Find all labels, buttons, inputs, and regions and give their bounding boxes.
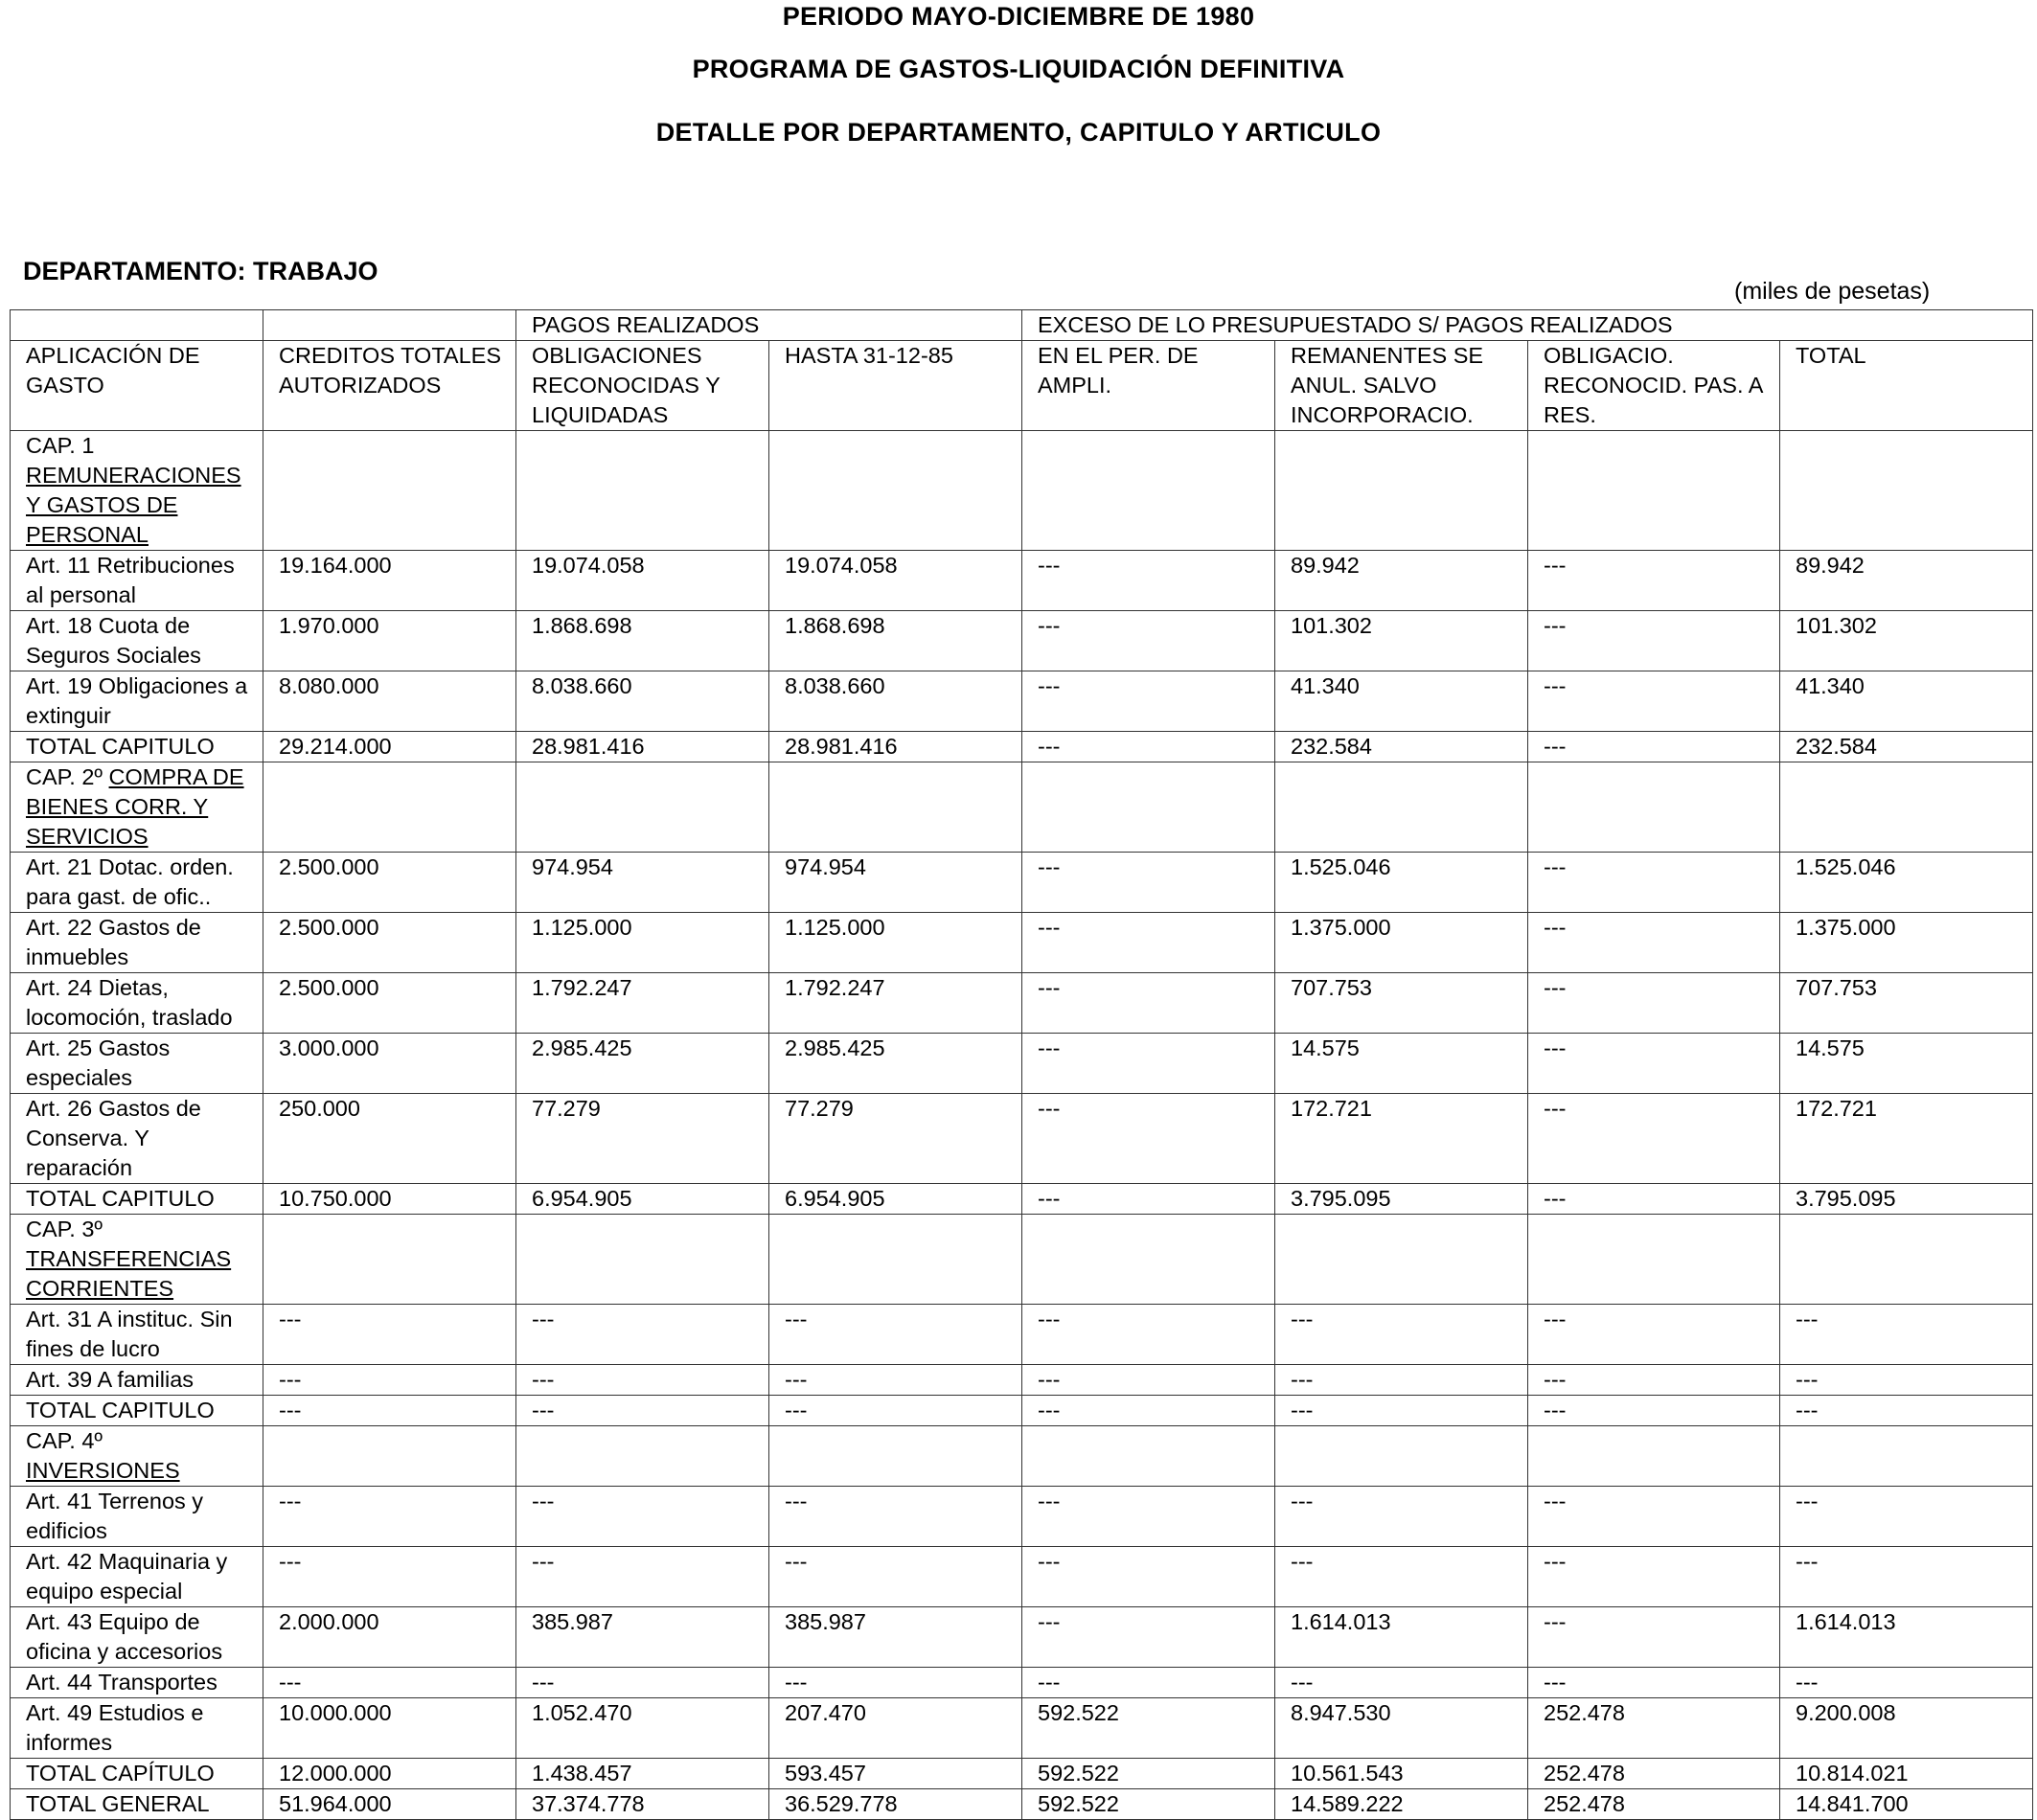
report-detail-title: DETALLE POR DEPARTAMENTO, CAPITULO Y ARTICULO — [655, 118, 1382, 147]
value-cell: 10.750.000 — [263, 1184, 516, 1215]
value-cell: 28.981.416 — [516, 732, 769, 762]
row-label: TOTAL CAPITULO — [11, 1396, 263, 1426]
value-cell: --- — [1528, 1184, 1780, 1215]
value-cell: 28.981.416 — [769, 732, 1022, 762]
row-label: Art. 22 Gastos de inmuebles — [11, 913, 263, 973]
column-header: OBLIGACIO. RECONOCID. PAS. A RES. — [1528, 341, 1780, 431]
value-cell: --- — [769, 1396, 1022, 1426]
total-row — [11, 1184, 2033, 1215]
chapter-heading-row — [11, 1426, 2033, 1487]
value-cell: --- — [1022, 1094, 1275, 1184]
value-cell: 707.753 — [1275, 973, 1528, 1034]
value-cell: 3.000.000 — [263, 1034, 516, 1094]
column-header: EN EL PER. DE AMPLI. — [1022, 341, 1275, 431]
value-cell: --- — [263, 1396, 516, 1426]
total-row — [11, 1396, 2033, 1426]
empty-cell — [263, 431, 516, 551]
empty-cell — [1780, 1426, 2033, 1487]
empty-cell — [1528, 1215, 1780, 1305]
value-cell: --- — [1528, 913, 1780, 973]
chapter-heading — [11, 762, 263, 853]
empty-cell — [1275, 762, 1528, 853]
value-cell: 14.575 — [1275, 1034, 1528, 1094]
chapter-heading — [11, 1426, 263, 1487]
value-cell: 1.792.247 — [769, 973, 1022, 1034]
value-cell: --- — [1528, 551, 1780, 611]
value-cell: 385.987 — [516, 1607, 769, 1668]
value-cell: 974.954 — [769, 853, 1022, 913]
value-cell: 593.457 — [769, 1759, 1022, 1789]
value-cell: --- — [769, 1305, 1022, 1365]
value-cell: --- — [516, 1396, 769, 1426]
value-cell: --- — [1275, 1668, 1528, 1698]
value-cell: --- — [769, 1365, 1022, 1396]
value-cell: --- — [516, 1547, 769, 1607]
value-cell: 6.954.905 — [769, 1184, 1022, 1215]
table-body — [11, 431, 2033, 1820]
row-label: Art. 43 Equipo de oficina y accesorios — [11, 1607, 263, 1668]
value-cell: 41.340 — [1780, 671, 2033, 732]
table-header — [11, 310, 2033, 431]
header-group-pagos: PAGOS REALIZADOS — [516, 310, 1022, 341]
value-cell: --- — [1780, 1305, 2033, 1365]
table-row — [11, 1034, 2033, 1094]
header-group-row — [11, 310, 2033, 341]
value-cell: --- — [1022, 732, 1275, 762]
value-cell: 9.200.008 — [1780, 1698, 2033, 1759]
value-cell: --- — [1528, 671, 1780, 732]
value-cell: --- — [1528, 1365, 1780, 1396]
column-header: REMANENTES SE ANUL. SALVO INCORPORACIO. — [1275, 341, 1528, 431]
row-label: Art. 41 Terrenos y edificios — [11, 1487, 263, 1547]
value-cell: 592.522 — [1022, 1759, 1275, 1789]
total-row — [11, 1759, 2033, 1789]
value-cell: --- — [1022, 1365, 1275, 1396]
row-label: Art. 42 Maquinaria y equipo especial — [11, 1547, 263, 1607]
value-cell: 3.795.095 — [1275, 1184, 1528, 1215]
value-cell: --- — [1022, 913, 1275, 973]
empty-cell — [516, 762, 769, 853]
row-label: TOTAL CAPÍTULO — [11, 1759, 263, 1789]
chapter-name: TRANSFERENCIAS CORRIENTES — [26, 1246, 232, 1301]
value-cell: 1.868.698 — [516, 611, 769, 671]
value-cell: 974.954 — [516, 853, 769, 913]
value-cell: 232.584 — [1275, 732, 1528, 762]
chapter-prefix: CAP. 2º — [26, 764, 103, 789]
header-columns-row — [11, 341, 2033, 431]
value-cell: --- — [1022, 1396, 1275, 1426]
row-label: Art. 31 A instituc. Sin fines de lucro — [11, 1305, 263, 1365]
value-cell: --- — [1022, 671, 1275, 732]
table-row — [11, 1094, 2033, 1184]
value-cell: --- — [1528, 1094, 1780, 1184]
value-cell: 385.987 — [769, 1607, 1022, 1668]
value-cell: 8.080.000 — [263, 671, 516, 732]
value-cell: 101.302 — [1275, 611, 1528, 671]
table-row — [11, 611, 2033, 671]
expense-table — [10, 309, 2033, 1820]
value-cell: 14.589.222 — [1275, 1789, 1528, 1820]
chapter-prefix: CAP. 4º — [26, 1428, 103, 1453]
value-cell: --- — [1528, 1034, 1780, 1094]
value-cell: --- — [1780, 1396, 2033, 1426]
row-label: TOTAL CAPITULO — [11, 1184, 263, 1215]
value-cell: 51.964.000 — [263, 1789, 516, 1820]
value-cell: 232.584 — [1780, 732, 2033, 762]
value-cell: --- — [1022, 1184, 1275, 1215]
value-cell: 12.000.000 — [263, 1759, 516, 1789]
value-cell: 2.500.000 — [263, 853, 516, 913]
empty-cell — [1275, 431, 1528, 551]
empty-cell — [1022, 762, 1275, 853]
table-row — [11, 853, 2033, 913]
empty-cell — [1528, 431, 1780, 551]
column-header: CREDITOS TOTALES AUTORIZADOS — [263, 341, 516, 431]
chapter-heading — [11, 1215, 263, 1305]
value-cell: 29.214.000 — [263, 732, 516, 762]
chapter-heading-row — [11, 1215, 2033, 1305]
table-row — [11, 973, 2033, 1034]
value-cell: --- — [1780, 1668, 2033, 1698]
value-cell: 36.529.778 — [769, 1789, 1022, 1820]
value-cell: --- — [1528, 1487, 1780, 1547]
chapter-heading — [11, 431, 263, 551]
value-cell: --- — [263, 1365, 516, 1396]
value-cell: --- — [263, 1547, 516, 1607]
value-cell: --- — [1528, 853, 1780, 913]
chapter-name: INVERSIONES — [26, 1458, 180, 1483]
value-cell: --- — [1780, 1365, 2033, 1396]
value-cell: 1.614.013 — [1780, 1607, 2033, 1668]
value-cell: 250.000 — [263, 1094, 516, 1184]
value-cell: 1.052.470 — [516, 1698, 769, 1759]
header-group-exceso: EXCESO DE LO PRESUPUESTADO S/ PAGOS REALIZADOS — [1022, 310, 2033, 341]
value-cell: 101.302 — [1780, 611, 2033, 671]
empty-cell — [769, 431, 1022, 551]
value-cell: 19.074.058 — [769, 551, 1022, 611]
value-cell: --- — [769, 1547, 1022, 1607]
units-note: (miles de pesetas) — [1734, 278, 1931, 305]
value-cell: 1.438.457 — [516, 1759, 769, 1789]
empty-cell — [1275, 1426, 1528, 1487]
empty-cell — [1780, 431, 2033, 551]
value-cell: --- — [1528, 1547, 1780, 1607]
value-cell: 10.561.543 — [1275, 1759, 1528, 1789]
value-cell: --- — [516, 1365, 769, 1396]
value-cell: --- — [769, 1668, 1022, 1698]
value-cell: 2.500.000 — [263, 973, 516, 1034]
total-row — [11, 1789, 2033, 1820]
value-cell: --- — [1275, 1305, 1528, 1365]
value-cell: --- — [1528, 1396, 1780, 1426]
empty-cell — [769, 762, 1022, 853]
value-cell: 707.753 — [1780, 973, 2033, 1034]
table-row — [11, 551, 2033, 611]
empty-cell — [769, 1426, 1022, 1487]
empty-cell — [1022, 1215, 1275, 1305]
value-cell: 1.375.000 — [1780, 913, 2033, 973]
chapter-heading-row — [11, 762, 2033, 853]
row-label: Art. 25 Gastos especiales — [11, 1034, 263, 1094]
value-cell: 3.795.095 — [1780, 1184, 2033, 1215]
value-cell: 89.942 — [1275, 551, 1528, 611]
value-cell: --- — [1780, 1487, 2033, 1547]
table-row — [11, 1607, 2033, 1668]
value-cell: --- — [1022, 1668, 1275, 1698]
value-cell: --- — [1022, 1487, 1275, 1547]
value-cell: 14.841.700 — [1780, 1789, 2033, 1820]
value-cell: 2.985.425 — [769, 1034, 1022, 1094]
value-cell: 10.814.021 — [1780, 1759, 2033, 1789]
value-cell: 8.947.530 — [1275, 1698, 1528, 1759]
value-cell: --- — [1528, 1668, 1780, 1698]
header-empty-cell — [263, 310, 516, 341]
column-header: OBLIGACIONES RECONOCIDAS Y LIQUIDADAS — [516, 341, 769, 431]
value-cell: 1.375.000 — [1275, 913, 1528, 973]
empty-cell — [516, 431, 769, 551]
value-cell: 14.575 — [1780, 1034, 2033, 1094]
value-cell: --- — [1022, 1034, 1275, 1094]
row-label: Art. 21 Dotac. orden. para gast. de ofic.. — [11, 853, 263, 913]
table-row — [11, 671, 2033, 732]
report-program-title: PROGRAMA DE GASTOS-LIQUIDACIÓN DEFINITIVA — [692, 55, 1345, 83]
value-cell: 1.868.698 — [769, 611, 1022, 671]
value-cell: --- — [1022, 853, 1275, 913]
department-label: DEPARTAMENTO: TRABAJO — [23, 257, 378, 285]
empty-cell — [1275, 1215, 1528, 1305]
chapter-prefix: CAP. 3º — [26, 1217, 103, 1241]
value-cell: --- — [1780, 1547, 2033, 1607]
value-cell: --- — [263, 1668, 516, 1698]
empty-cell — [1022, 431, 1275, 551]
value-cell: 1.125.000 — [516, 913, 769, 973]
row-label: Art. 19 Obligaciones a extinguir — [11, 671, 263, 732]
value-cell: 77.279 — [769, 1094, 1022, 1184]
table-row — [11, 1698, 2033, 1759]
value-cell: 1.614.013 — [1275, 1607, 1528, 1668]
row-label: Art. 24 Dietas, locomoción, traslado — [11, 973, 263, 1034]
value-cell: --- — [1275, 1547, 1528, 1607]
table-row — [11, 1547, 2033, 1607]
value-cell: --- — [1022, 973, 1275, 1034]
empty-cell — [263, 1215, 516, 1305]
value-cell: 2.500.000 — [263, 913, 516, 973]
column-header: TOTAL — [1780, 341, 2033, 431]
value-cell: --- — [263, 1305, 516, 1365]
row-label: Art. 26 Gastos de Conserva. Y reparación — [11, 1094, 263, 1184]
value-cell: --- — [1528, 611, 1780, 671]
value-cell: --- — [263, 1487, 516, 1547]
empty-cell — [1528, 762, 1780, 853]
empty-cell — [769, 1215, 1022, 1305]
value-cell: --- — [1275, 1487, 1528, 1547]
chapter-name: COMPRA DE BIENES CORR. Y SERVICIOS — [26, 764, 244, 849]
column-header: APLICACIÓN DE GASTO — [11, 341, 263, 431]
value-cell: 1.125.000 — [769, 913, 1022, 973]
empty-cell — [1780, 1215, 2033, 1305]
value-cell: --- — [1528, 732, 1780, 762]
table-row — [11, 1487, 2033, 1547]
value-cell: 1.525.046 — [1275, 853, 1528, 913]
row-label: Art. 39 A familias — [11, 1365, 263, 1396]
value-cell: --- — [1275, 1396, 1528, 1426]
value-cell: 172.721 — [1780, 1094, 2033, 1184]
value-cell: --- — [516, 1487, 769, 1547]
column-header: HASTA 31-12-85 — [769, 341, 1022, 431]
value-cell: --- — [1528, 973, 1780, 1034]
value-cell: 2.985.425 — [516, 1034, 769, 1094]
empty-cell — [1528, 1426, 1780, 1487]
value-cell: 592.522 — [1022, 1789, 1275, 1820]
value-cell: --- — [1022, 551, 1275, 611]
empty-cell — [516, 1426, 769, 1487]
value-cell: 77.279 — [516, 1094, 769, 1184]
value-cell: --- — [1528, 1607, 1780, 1668]
value-cell: 207.470 — [769, 1698, 1022, 1759]
row-label: Art. 18 Cuota de Seguros Sociales — [11, 611, 263, 671]
value-cell: --- — [1022, 1547, 1275, 1607]
value-cell: 1.970.000 — [263, 611, 516, 671]
table-row — [11, 1365, 2033, 1396]
row-label: Art. 49 Estudios e informes — [11, 1698, 263, 1759]
value-cell: 6.954.905 — [516, 1184, 769, 1215]
value-cell: 89.942 — [1780, 551, 2033, 611]
value-cell: 8.038.660 — [516, 671, 769, 732]
value-cell: 10.000.000 — [263, 1698, 516, 1759]
table-row — [11, 1668, 2033, 1698]
value-cell: 592.522 — [1022, 1698, 1275, 1759]
empty-cell — [1780, 762, 2033, 853]
header-empty-cell — [11, 310, 263, 341]
empty-cell — [516, 1215, 769, 1305]
value-cell: 252.478 — [1528, 1698, 1780, 1759]
empty-cell — [263, 762, 516, 853]
value-cell: 252.478 — [1528, 1789, 1780, 1820]
value-cell: 172.721 — [1275, 1094, 1528, 1184]
value-cell: 41.340 — [1275, 671, 1528, 732]
value-cell: 252.478 — [1528, 1759, 1780, 1789]
value-cell: 37.374.778 — [516, 1789, 769, 1820]
row-label: Art. 44 Transportes — [11, 1668, 263, 1698]
value-cell: --- — [516, 1305, 769, 1365]
value-cell: 2.000.000 — [263, 1607, 516, 1668]
value-cell: 8.038.660 — [769, 671, 1022, 732]
value-cell: --- — [516, 1668, 769, 1698]
value-cell: 1.525.046 — [1780, 853, 2033, 913]
total-row — [11, 732, 2033, 762]
value-cell: 19.074.058 — [516, 551, 769, 611]
chapter-name: REMUNERACIONES Y GASTOS DE PERSONAL — [26, 463, 241, 547]
value-cell: 19.164.000 — [263, 551, 516, 611]
table-row — [11, 913, 2033, 973]
empty-cell — [1022, 1426, 1275, 1487]
empty-cell — [263, 1426, 516, 1487]
table-row — [11, 1305, 2033, 1365]
row-label: TOTAL GENERAL — [11, 1789, 263, 1820]
report-period-title: PERIODO MAYO-DICIEMBRE DE 1980 — [782, 2, 1255, 31]
value-cell: --- — [1022, 611, 1275, 671]
value-cell: --- — [1022, 1607, 1275, 1668]
row-label: TOTAL CAPITULO — [11, 732, 263, 762]
value-cell: 1.792.247 — [516, 973, 769, 1034]
value-cell: --- — [1275, 1365, 1528, 1396]
value-cell: --- — [1022, 1305, 1275, 1365]
row-label: Art. 11 Retribuciones al personal — [11, 551, 263, 611]
value-cell: --- — [769, 1487, 1022, 1547]
chapter-prefix: CAP. 1 — [26, 433, 95, 458]
chapter-heading-row — [11, 431, 2033, 551]
value-cell: --- — [1528, 1305, 1780, 1365]
